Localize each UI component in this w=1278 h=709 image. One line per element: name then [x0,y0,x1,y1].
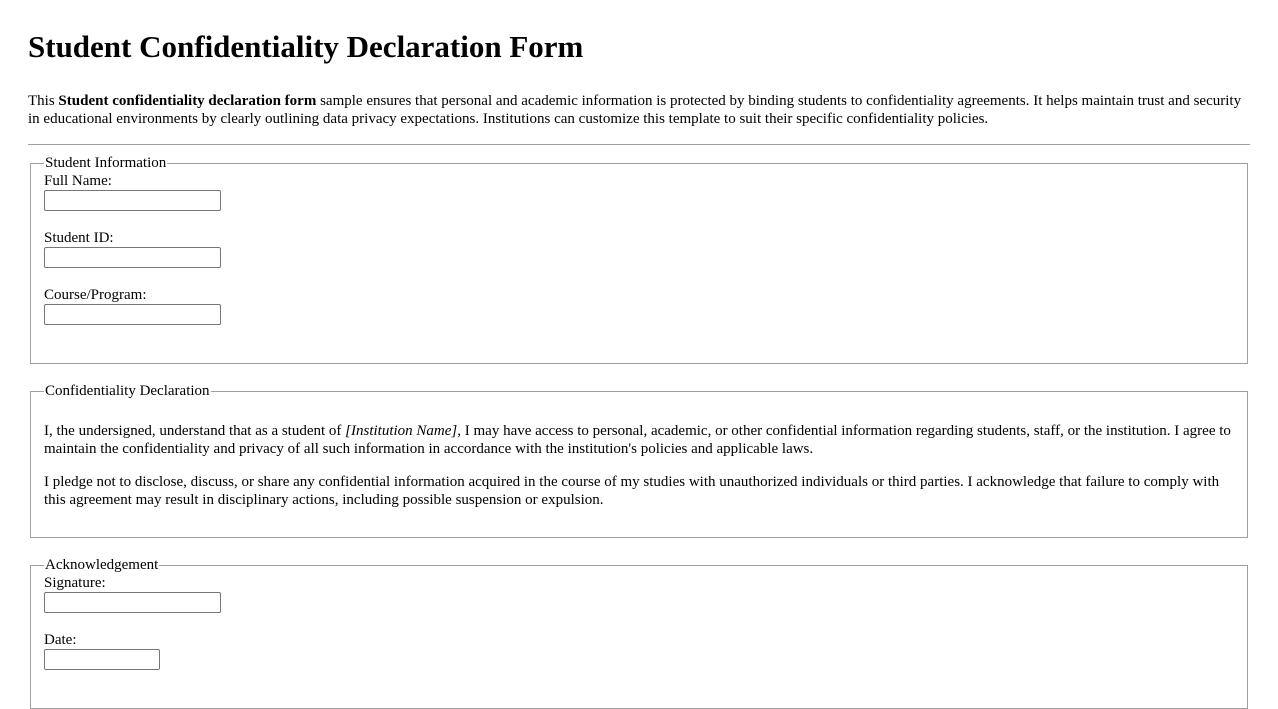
declaration-paragraph-1 [44,422,1234,458]
student-id-input[interactable] [44,247,221,268]
acknowledgement-legend: Acknowledgement [45,557,159,573]
declaration-p1-pre: I, the undersigned, understand that as a student of [44,423,346,439]
student-id-label: Student ID: [44,230,114,246]
declaration-p1-post: , I may have access to personal, academic, or other confidential information regarding students, staff, or the institution. I agree to maintain the confidentiality and privacy of all such information in accordance with the institution's policies and applicable laws. [44,423,1231,457]
divider [28,144,1250,145]
student-information-section [30,154,1248,364]
date-label: Date: [44,632,77,648]
declaration-paragraph-2: I pledge not to disclose, discuss, or share any confidential information acquired in the course of my studies with unauthorized individuals or third parties. I acknowledge that failure to comply with this agreement may result in disciplinary actions, including possible suspension or expulsion. [44,474,1220,508]
intro-pre: This [28,93,59,109]
course-program-input[interactable] [44,304,221,325]
full-name-input[interactable] [44,190,221,211]
full-name-label: Full Name: [44,173,112,189]
page-title: Student Confidentiality Declaration Form [28,29,584,64]
confidentiality-declaration-section [30,382,1248,538]
intro-bold: Student confidentiality declaration form [58,93,317,109]
student-information-legend: Student Information [45,155,167,171]
institution-name-placeholder: [Institution Name] [345,423,458,439]
intro-post: sample ensures that personal and academic information is protected by binding students to confidentiality agreements. It helps maintain trust and security in educational environments by clearly outlining data privacy expectations. Institutions can customize this template to suit their specific confidentiality policies. [28,93,1242,127]
date-input[interactable] [44,649,160,670]
acknowledgement-section [30,556,1248,709]
intro-text [28,92,1250,128]
confidentiality-declaration-legend: Confidentiality Declaration [45,383,210,399]
course-program-label: Course/Program: [44,287,147,303]
signature-label: Signature: [44,575,106,591]
signature-input[interactable] [44,592,221,613]
